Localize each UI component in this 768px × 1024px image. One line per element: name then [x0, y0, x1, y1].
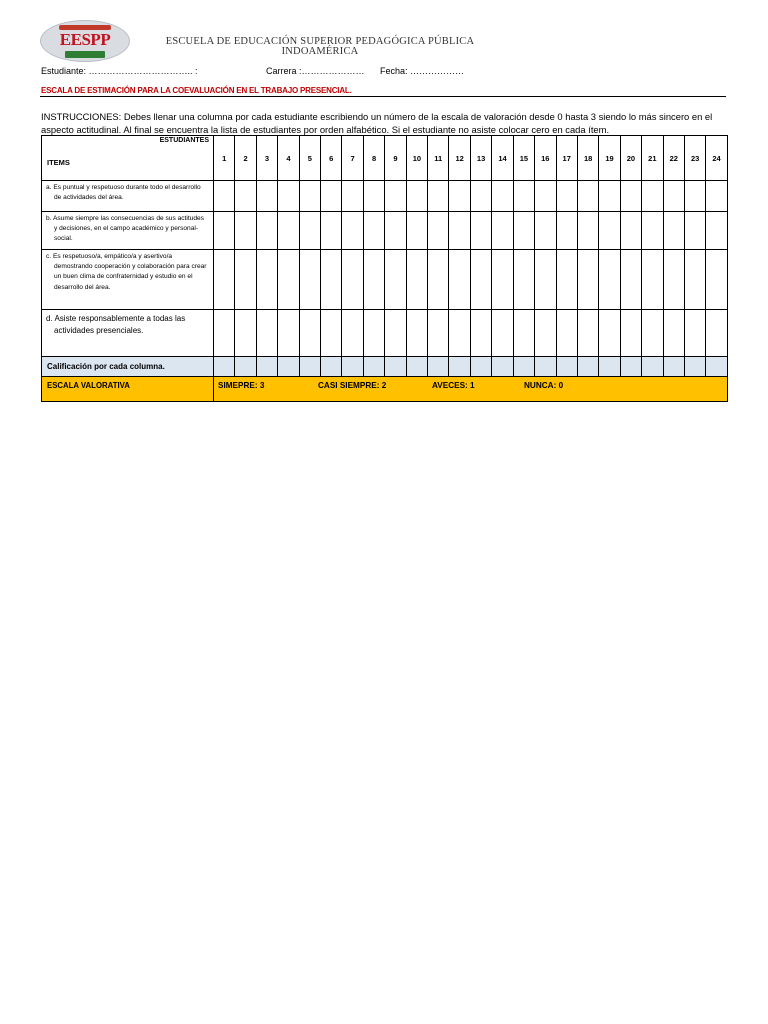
- calificacion-cell[interactable]: [535, 357, 556, 377]
- student-column-number: 7: [342, 136, 363, 181]
- school-logo: [40, 20, 130, 62]
- item-row: [42, 181, 728, 212]
- score-cell[interactable]: [513, 181, 534, 212]
- item-text: b. Asume siempre las consecuencias de sus actitudes y decisiones, en el campo académico y personal-social.: [46, 215, 204, 243]
- score-cell[interactable]: [535, 250, 556, 310]
- item-row: [42, 212, 728, 250]
- student-column-number: 4: [278, 136, 299, 181]
- score-cell[interactable]: [513, 212, 534, 250]
- item-text: d. Asiste responsablemente a todas las actividades presenciales.: [46, 314, 186, 335]
- score-cell[interactable]: [256, 212, 277, 250]
- calificacion-cell[interactable]: [406, 357, 427, 377]
- student-column-number: 17: [556, 136, 577, 181]
- score-cell[interactable]: [663, 310, 684, 357]
- score-cell[interactable]: [214, 310, 235, 357]
- score-cell[interactable]: [278, 212, 299, 250]
- logo-base: [65, 51, 105, 58]
- score-cell[interactable]: [706, 212, 727, 250]
- instructions-text: INSTRUCCIONES: Debes llenar una columna por cada estudiante escribiendo un número de la escala de valoración desde 0 hasta 3 siendo lo más sincero en el aspecto actitudinal. Al final se encuentra la lista de estudiantes por orden alfabético. Si el estudiante no asiste colocar cero en cada ítem.: [41, 111, 713, 135]
- calificacion-cell[interactable]: [556, 357, 577, 377]
- calificacion-cell[interactable]: [278, 357, 299, 377]
- score-cell[interactable]: [256, 310, 277, 357]
- item-row: [42, 310, 728, 357]
- escala-label: ESCALA VALORATIVA: [42, 377, 214, 402]
- item-text: c. Es respetuoso/a, empático/a y asertivo/a demostrando cooperación y colaboración para crear un buen clima de confraternidad y estudio en el desarrollo del área.: [46, 253, 207, 291]
- score-cell[interactable]: [684, 181, 705, 212]
- date-field: Fecha: ………………: [380, 66, 465, 76]
- score-cell[interactable]: [577, 310, 598, 357]
- score-cell[interactable]: [278, 250, 299, 310]
- calificacion-cell[interactable]: [428, 357, 449, 377]
- calificacion-cell[interactable]: [599, 357, 620, 377]
- score-cell[interactable]: [577, 250, 598, 310]
- calificacion-cell[interactable]: [342, 357, 363, 377]
- school-name-line2: INDOAMÉRICA: [281, 46, 359, 57]
- score-cell[interactable]: [299, 212, 320, 250]
- calificacion-cell[interactable]: [620, 357, 641, 377]
- score-cell[interactable]: [235, 181, 256, 212]
- score-cell[interactable]: [620, 212, 641, 250]
- student-column-number: 13: [470, 136, 491, 181]
- item-description: [42, 212, 214, 250]
- student-column-number: 23: [684, 136, 705, 181]
- calificacion-cell[interactable]: [256, 357, 277, 377]
- score-cell[interactable]: [342, 181, 363, 212]
- score-cell[interactable]: [363, 310, 384, 357]
- score-cell[interactable]: [299, 181, 320, 212]
- calificacion-cell[interactable]: [470, 357, 491, 377]
- score-cell[interactable]: [706, 250, 727, 310]
- score-cell[interactable]: [449, 250, 470, 310]
- item-description: [42, 310, 214, 357]
- escala-value: NUNCA: 0: [524, 381, 564, 390]
- student-column-number: 6: [321, 136, 342, 181]
- student-column-number: 12: [449, 136, 470, 181]
- students-header: ESTUDIANTES: [159, 137, 209, 144]
- score-cell[interactable]: [214, 250, 235, 310]
- score-cell[interactable]: [321, 250, 342, 310]
- student-column-number: 8: [363, 136, 384, 181]
- score-cell[interactable]: [620, 310, 641, 357]
- score-cell[interactable]: [513, 310, 534, 357]
- score-cell[interactable]: [556, 250, 577, 310]
- score-cell[interactable]: [385, 181, 406, 212]
- calificacion-cell[interactable]: [492, 357, 513, 377]
- score-cell[interactable]: [235, 212, 256, 250]
- student-column-number: 24: [706, 136, 727, 181]
- score-cell[interactable]: [321, 310, 342, 357]
- student-column-number: 19: [599, 136, 620, 181]
- student-column-number: 5: [299, 136, 320, 181]
- logo-text: EESPP: [59, 30, 111, 49]
- score-cell[interactable]: [363, 250, 384, 310]
- score-cell[interactable]: [406, 250, 427, 310]
- item-text: a. Es puntual y respetuoso durante todo el desarrollo de actividades del área.: [46, 184, 201, 202]
- score-cell[interactable]: [256, 181, 277, 212]
- student-column-number: 22: [663, 136, 684, 181]
- score-cell[interactable]: [492, 212, 513, 250]
- calificacion-cell[interactable]: [299, 357, 320, 377]
- score-cell[interactable]: [278, 181, 299, 212]
- calificacion-cell[interactable]: [363, 357, 384, 377]
- score-cell[interactable]: [342, 250, 363, 310]
- score-cell[interactable]: [449, 310, 470, 357]
- score-cell[interactable]: [385, 250, 406, 310]
- score-cell[interactable]: [492, 181, 513, 212]
- score-cell[interactable]: [428, 181, 449, 212]
- score-cell[interactable]: [535, 181, 556, 212]
- score-cell[interactable]: [577, 212, 598, 250]
- score-cell[interactable]: [556, 181, 577, 212]
- student-column-number: 20: [620, 136, 641, 181]
- escala-row: [42, 377, 728, 402]
- item-description: [42, 181, 214, 212]
- items-header: ITEMS: [47, 158, 70, 167]
- score-cell[interactable]: [706, 181, 727, 212]
- score-cell[interactable]: [684, 310, 705, 357]
- score-cell[interactable]: [406, 310, 427, 357]
- score-cell[interactable]: [428, 212, 449, 250]
- score-cell[interactable]: [556, 212, 577, 250]
- score-cell[interactable]: [706, 310, 727, 357]
- score-cell[interactable]: [385, 212, 406, 250]
- score-cell[interactable]: [642, 310, 663, 357]
- score-cell[interactable]: [299, 310, 320, 357]
- score-cell[interactable]: [620, 181, 641, 212]
- score-cell[interactable]: [599, 310, 620, 357]
- document-subtitle: ESCALA DE ESTIMACIÓN PARA LA COEVALUACIÓN EN EL TRABAJO PRESENCIAL.: [41, 86, 352, 95]
- student-column-number: 16: [535, 136, 556, 181]
- calificacion-cell[interactable]: [577, 357, 598, 377]
- table-header-row: [42, 136, 728, 181]
- score-cell[interactable]: [342, 310, 363, 357]
- divider: [40, 96, 726, 97]
- score-cell[interactable]: [406, 212, 427, 250]
- score-cell[interactable]: [470, 250, 491, 310]
- score-cell[interactable]: [663, 250, 684, 310]
- student-column-number: 15: [513, 136, 534, 181]
- score-cell[interactable]: [256, 250, 277, 310]
- item-row: [42, 250, 728, 310]
- score-cell[interactable]: [535, 212, 556, 250]
- score-cell[interactable]: [342, 212, 363, 250]
- score-cell[interactable]: [214, 212, 235, 250]
- score-cell[interactable]: [363, 181, 384, 212]
- score-cell[interactable]: [577, 181, 598, 212]
- student-column-number: 14: [492, 136, 513, 181]
- score-cell[interactable]: [492, 250, 513, 310]
- score-cell[interactable]: [214, 181, 235, 212]
- calificacion-label: Calificación por cada columna.: [42, 357, 214, 377]
- score-cell[interactable]: [449, 181, 470, 212]
- score-cell[interactable]: [470, 212, 491, 250]
- calificacion-cell[interactable]: [214, 357, 235, 377]
- calificacion-cell[interactable]: [663, 357, 684, 377]
- score-cell[interactable]: [235, 250, 256, 310]
- school-name: ESCUELA DE EDUCACIÓN SUPERIOR PEDAGÓGICA PÚBLICA: [165, 36, 475, 47]
- score-cell[interactable]: [449, 212, 470, 250]
- student-column-number: 3: [256, 136, 277, 181]
- score-cell[interactable]: [663, 212, 684, 250]
- header-corner-cell: [42, 136, 214, 181]
- score-cell[interactable]: [663, 181, 684, 212]
- score-cell[interactable]: [492, 310, 513, 357]
- score-cell[interactable]: [406, 181, 427, 212]
- score-cell[interactable]: [470, 181, 491, 212]
- score-cell[interactable]: [235, 310, 256, 357]
- score-cell[interactable]: [642, 250, 663, 310]
- score-cell[interactable]: [299, 250, 320, 310]
- score-cell[interactable]: [535, 310, 556, 357]
- score-cell[interactable]: [513, 250, 534, 310]
- calificacion-cell[interactable]: [385, 357, 406, 377]
- student-column-number: 1: [214, 136, 235, 181]
- calificacion-cell[interactable]: [706, 357, 727, 377]
- student-field: Estudiante: …………………………….. :: [41, 66, 198, 76]
- score-cell[interactable]: [385, 310, 406, 357]
- score-cell[interactable]: [363, 212, 384, 250]
- calificacion-cell[interactable]: [321, 357, 342, 377]
- score-cell[interactable]: [470, 310, 491, 357]
- calificacion-cell[interactable]: [235, 357, 256, 377]
- career-field: Carrera :…………………: [266, 66, 365, 76]
- score-cell[interactable]: [556, 310, 577, 357]
- score-cell[interactable]: [428, 250, 449, 310]
- escala-value: AVECES: 1: [432, 381, 475, 390]
- calificacion-row: [42, 357, 728, 377]
- score-cell[interactable]: [620, 250, 641, 310]
- score-cell[interactable]: [599, 212, 620, 250]
- escala-value: CASI SIEMPRE: 2: [318, 381, 387, 390]
- score-cell[interactable]: [599, 250, 620, 310]
- score-cell[interactable]: [684, 212, 705, 250]
- score-cell[interactable]: [321, 181, 342, 212]
- calificacion-cell[interactable]: [642, 357, 663, 377]
- student-column-number: 11: [428, 136, 449, 181]
- calificacion-cell[interactable]: [449, 357, 470, 377]
- student-column-number: 18: [577, 136, 598, 181]
- item-description: [42, 250, 214, 310]
- student-column-number: 2: [235, 136, 256, 181]
- score-cell[interactable]: [642, 212, 663, 250]
- score-cell[interactable]: [321, 212, 342, 250]
- student-column-number: 9: [385, 136, 406, 181]
- evaluation-table: [41, 135, 728, 402]
- calificacion-cell[interactable]: [513, 357, 534, 377]
- escala-values: [214, 377, 728, 402]
- score-cell[interactable]: [684, 250, 705, 310]
- escala-value: SIMEPRE: 3: [218, 381, 265, 390]
- student-column-number: 21: [642, 136, 663, 181]
- student-column-number: 10: [406, 136, 427, 181]
- score-cell[interactable]: [599, 181, 620, 212]
- score-cell[interactable]: [278, 310, 299, 357]
- score-cell[interactable]: [428, 310, 449, 357]
- score-cell[interactable]: [642, 181, 663, 212]
- calificacion-cell[interactable]: [684, 357, 705, 377]
